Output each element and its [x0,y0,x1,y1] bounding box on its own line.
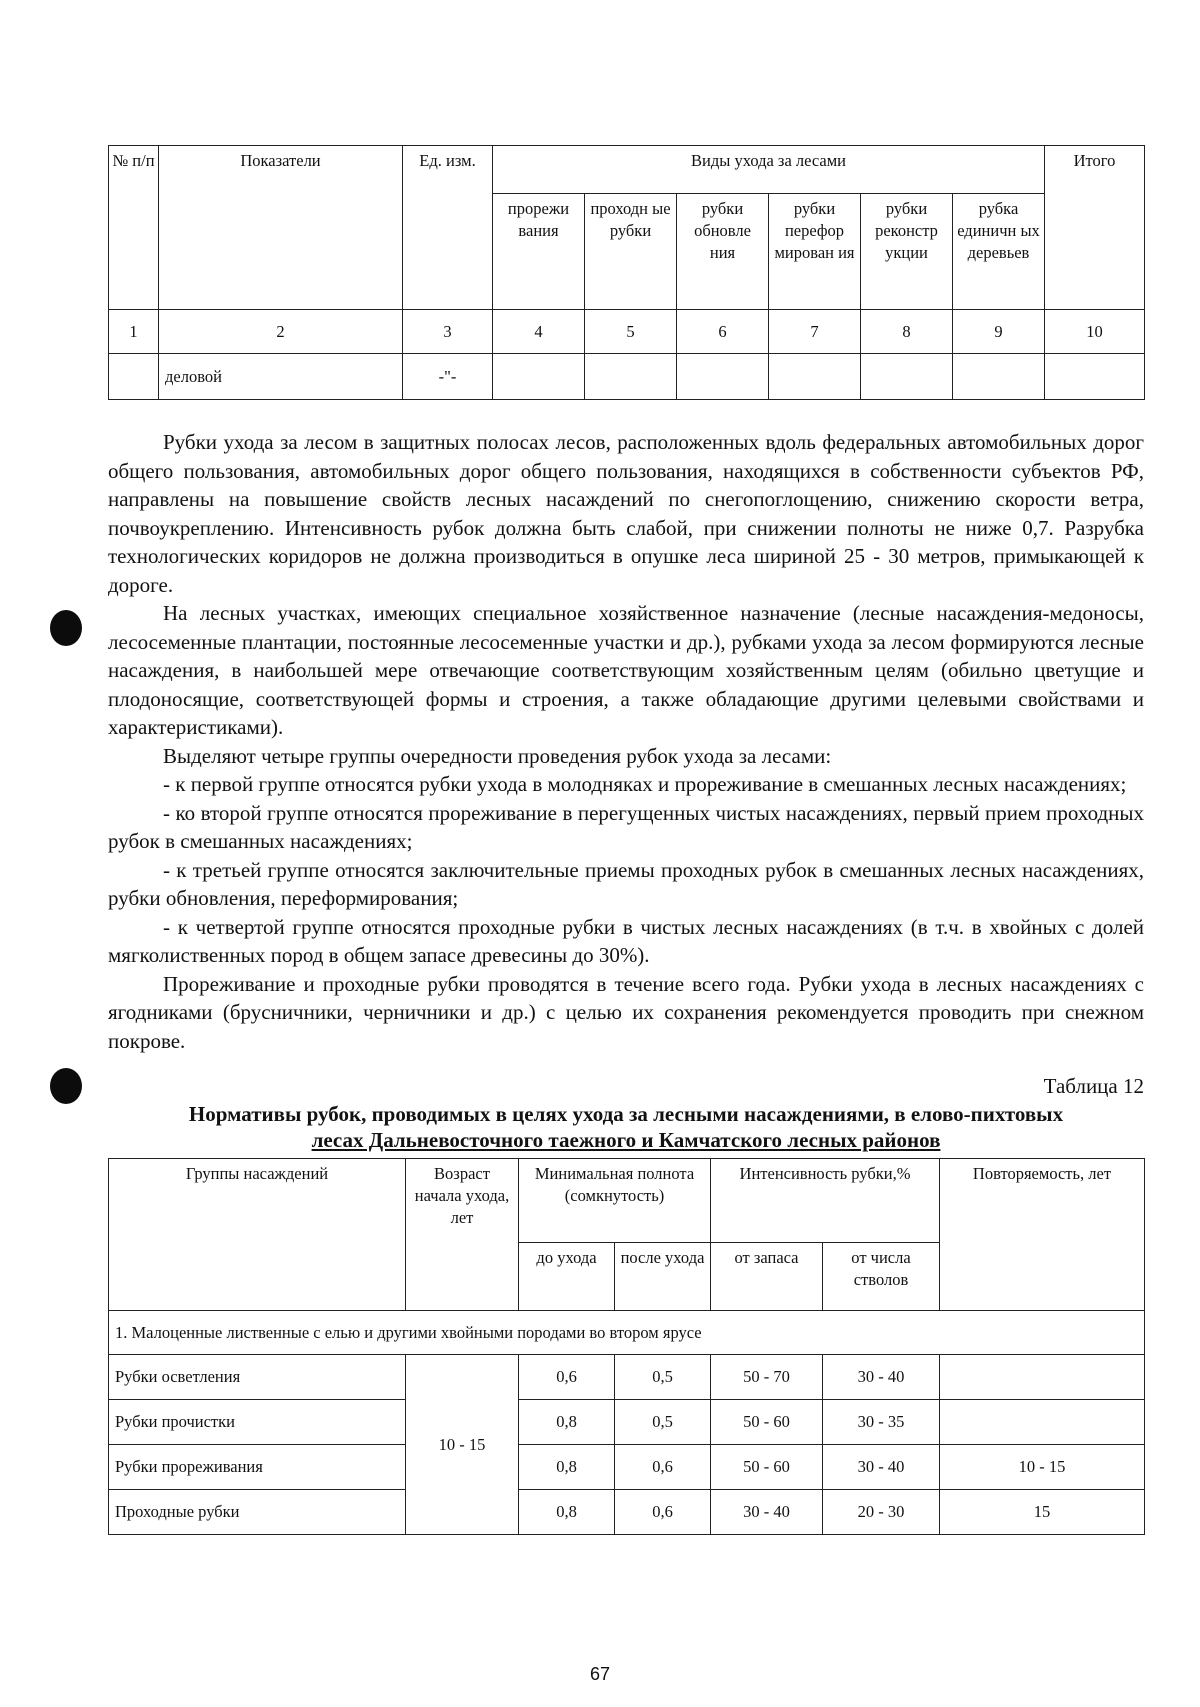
cell-stock: 50 - 60 [711,1445,823,1490]
cell-before: 0,6 [519,1355,615,1400]
punch-hole-icon [50,1068,82,1104]
paragraph: На лесных участках, имеющих специальное хозяйственное назначение (лесные насаждения-медоносы, лесосеменные плантации, постоянные лесосеменные участки и др.), рубками ухода за лесом формируются лесные насаждения, в наибольшей мере отвечающие соответствующим хозяйственным целям (обильно цветущие и плодоносящие, соответствующей формы и строения, а также обладающие другими целевыми свойствами и характеристиками). [108,601,1144,739]
row-name: Рубки прочистки [109,1400,406,1445]
table-row [109,1490,1145,1535]
list-item: - к третьей группе относятся заключительные приемы проходных рубок в смешанных лесных насаждениях, рубки обновления, переформирования; [108,857,1144,910]
col-number: 3 [403,310,493,354]
cutting-norms-table [108,1158,1145,1535]
list-item: - к первой группе относятся рубки ухода в молодняках и прореживание в смешанных лесных насаждениях; [163,772,1127,796]
header-care-types: Виды ухода за лесами [493,146,1045,194]
col-number: 9 [953,310,1045,354]
cell-after: 0,5 [615,1355,711,1400]
row-indicator: деловой [159,354,403,400]
col-number: 1 [109,310,159,354]
cell-before: 0,8 [519,1400,615,1445]
col-number: 6 [677,310,769,354]
header-indicators: Показатели [159,146,403,310]
table-title-line: лесах Дальневосточного таежного и Камчатского лесных районов [311,1128,941,1152]
cell-repeat [940,1400,1145,1445]
table-label: Таблица 12 [1043,1074,1144,1098]
header-total: Итого [1045,146,1145,310]
table-row [109,354,1145,400]
row-name: Рубки осветления [109,1355,406,1400]
header-type: рубки перефор мирован ия [769,194,861,310]
header-before: до ухода [519,1243,615,1311]
paragraph: Рубки ухода за лесом в защитных полосах лесов, расположенных вдоль федеральных автомобильных дорог общего пользования, автомобильных дорог общего пользования, находящихся в собственности субъектов РФ, направлены на повышение свойств лесных насаждений по снегопоглощению, снижению скорости ветра, почвоукреплению. Интенсивность рубок должна быть слабой, при снижении полноты не ниже 0,7. Разрубка технологических коридоров не должна производиться в опушке леса шириной 25 - 30 метров, примыкающей к дороге. [108,430,1144,597]
header-unit: Ед. изм. [403,146,493,310]
col-number: 8 [861,310,953,354]
body-text [108,428,1144,1055]
header-min-density: Минимальная полнота (сомкнутость) [519,1159,711,1243]
cell-stock: 50 - 70 [711,1355,823,1400]
cell-repeat: 15 [940,1490,1145,1535]
header-from-stock: от запаса [711,1243,823,1311]
row-name: Рубки прореживания [109,1445,406,1490]
cell-stock: 50 - 60 [711,1400,823,1445]
cell-after: 0,6 [615,1490,711,1535]
cell-after: 0,5 [615,1400,711,1445]
page-number: 67 [589,1664,611,1684]
cell-trunks: 30 - 40 [823,1445,940,1490]
cell-trunks: 30 - 35 [823,1400,940,1445]
header-type: рубки обновле ния [677,194,769,310]
cell-before: 0,8 [519,1445,615,1490]
col-number: 2 [159,310,403,354]
header-groups: Группы насаждений [109,1159,406,1311]
col-number: 7 [769,310,861,354]
age-value: 10 - 15 [406,1355,519,1535]
header-type: прорежи вания [493,194,585,310]
cell-after: 0,6 [615,1445,711,1490]
col-number: 10 [1045,310,1145,354]
row-name: Проходные рубки [109,1490,406,1535]
table-title-line: Нормативы рубок, проводимых в целях ухода за лесными насаждениями, в елово-пихтовых [188,1102,1064,1126]
section-row: 1. Малоценные лиственные с елью и другими хвойными породами во втором ярусе [109,1311,1145,1355]
cell-before: 0,8 [519,1490,615,1535]
list-item: - к четвертой группе относятся проходные рубки в чистых лесных насаждениях (в т.ч. в хвойных с долей мягколиственных пород в общем запасе древесины до 30%). [108,914,1144,967]
header-after: после ухода [615,1243,711,1311]
forest-care-types-table [108,145,1145,400]
paragraph: Прореживание и проходные рубки проводятся в течение всего года. Рубки ухода в лесных насаждениях с ягодниками (брусничники, черничники и др.) с целью их сохранения рекомендуется проводить при снежном покрове. [108,971,1144,1053]
paragraph: Выделяют четыре группы очередности проведения рубок ухода за лесами: [163,743,832,768]
table-row [109,1400,1145,1445]
cell-repeat [940,1355,1145,1400]
col-number: 5 [585,310,677,354]
header-num: № п/п [109,146,159,310]
column-numbers-row [109,310,1145,354]
header-type: рубка единичн ых деревьев [953,194,1045,310]
header-repeat: Повторяемость, лет [940,1159,1145,1311]
header-age: Возраст начала ухода, лет [406,1159,519,1311]
cell-trunks: 20 - 30 [823,1490,940,1535]
cell-stock: 30 - 40 [711,1490,823,1535]
list-item: - ко второй группе относятся прореживание в перегущенных чистых насаждениях, первый прием проходных рубок в смешанных насаждениях; [108,800,1144,853]
cell-repeat: 10 - 15 [940,1445,1145,1490]
table-title [108,1101,1144,1153]
header-from-trunks: от числа стволов [823,1243,940,1311]
row-unit: -"- [403,354,493,400]
table-row [109,1445,1145,1490]
cell-trunks: 30 - 40 [823,1355,940,1400]
punch-hole-icon [50,610,82,646]
header-type: проходн ые рубки [585,194,677,310]
col-number: 4 [493,310,585,354]
table-row [109,1355,1145,1400]
header-type: рубки реконстр укции [861,194,953,310]
header-intensity: Интенсивность рубки,% [711,1159,940,1243]
